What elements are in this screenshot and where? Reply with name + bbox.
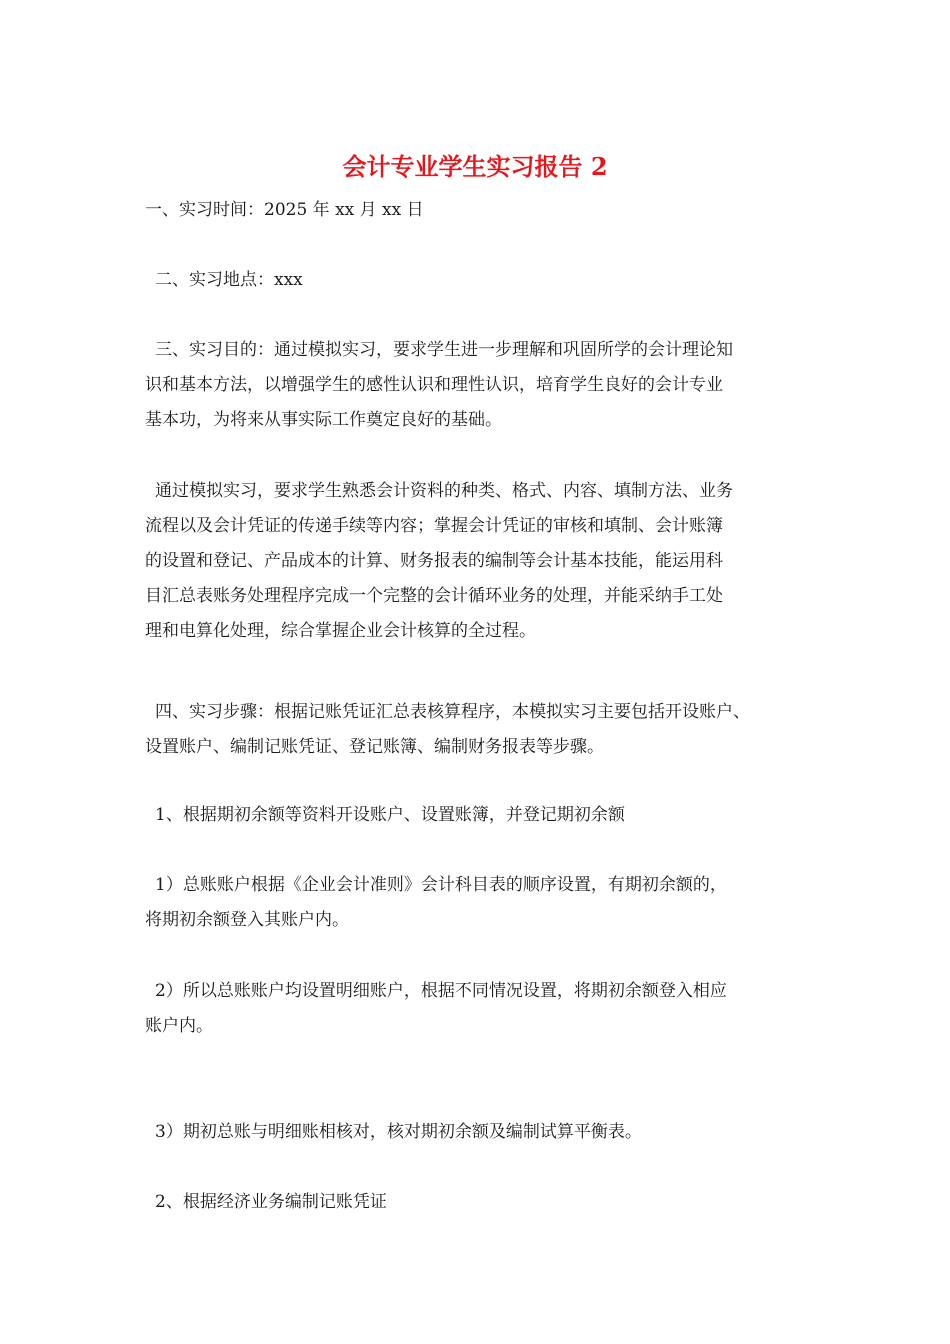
paragraph-step-1-1 (145, 868, 825, 938)
paragraph-internship-location (145, 263, 825, 298)
text-line: 3）期初总账与明细账相核对，核对期初余额及编制试算平衡表。 (155, 1122, 642, 1142)
text-line: 通过模拟实习，要求学生熟悉会计资料的种类、格式、内容、填制方法、业务 (155, 481, 733, 501)
text-line: 1）总账账户根据《企业会计准则》会计科目表的顺序设置，有期初余额的， (155, 875, 727, 895)
text-line: 识和基本方法，以增强学生的感性认识和理性认识，培育学生良好的会计专业 (145, 375, 723, 395)
text-line: 四、实习步骤：根据记账凭证汇总表核算程序，本模拟实习主要包括开设账户、 (155, 702, 750, 722)
paragraph-internship-steps (145, 695, 825, 765)
text-line: 流程以及会计凭证的传递手续等内容；掌握会计凭证的审核和填制、会计账簿 (145, 516, 723, 536)
paragraph-internship-purpose (145, 333, 825, 438)
paragraph-step-1 (145, 798, 825, 833)
paragraph-internship-time (145, 193, 825, 228)
text-line: 将期初余额登入其账户内。 (145, 910, 349, 930)
paragraph-step-1-3 (145, 1115, 825, 1150)
text-line: 二、实习地点：xxx (155, 270, 303, 290)
text-line: 2、根据经济业务编制记账凭证 (155, 1192, 387, 1212)
paragraph-step-1-2 (145, 974, 825, 1044)
text-line: 三、实习目的：通过模拟实习，要求学生进一步理解和巩固所学的会计理论知 (155, 340, 733, 360)
text-line: 1、根据期初余额等资料开设账户、设置账簿，并登记期初余额 (155, 805, 625, 825)
text-line: 的设置和登记、产品成本的计算、财务报表的编制等会计基本技能，能运用科 (145, 551, 723, 571)
text-line: 一、实习时间：2025 年 xx 月 xx 日 (145, 200, 424, 220)
paragraph-step-2 (145, 1185, 825, 1220)
text-line: 目汇总表账务处理程序完成一个完整的会计循环业务的处理，并能采纳手工处 (145, 586, 723, 606)
text-line: 2）所以总账账户均设置明细账户，根据不同情况设置，将期初余额登入相应 (155, 981, 727, 1001)
text-line: 设置账户、编制记账凭证、登记账簿、编制财务报表等步骤。 (145, 737, 604, 757)
document-title: 会计专业学生实习报告 2 (342, 152, 608, 181)
text-line: 账户内。 (145, 1016, 213, 1036)
paragraph-simulation-requirements (145, 474, 825, 649)
text-line: 理和电算化处理，综合掌握企业会计核算的全过程。 (145, 621, 536, 641)
text-line: 基本功，为将来从事实际工作奠定良好的基础。 (145, 410, 502, 430)
